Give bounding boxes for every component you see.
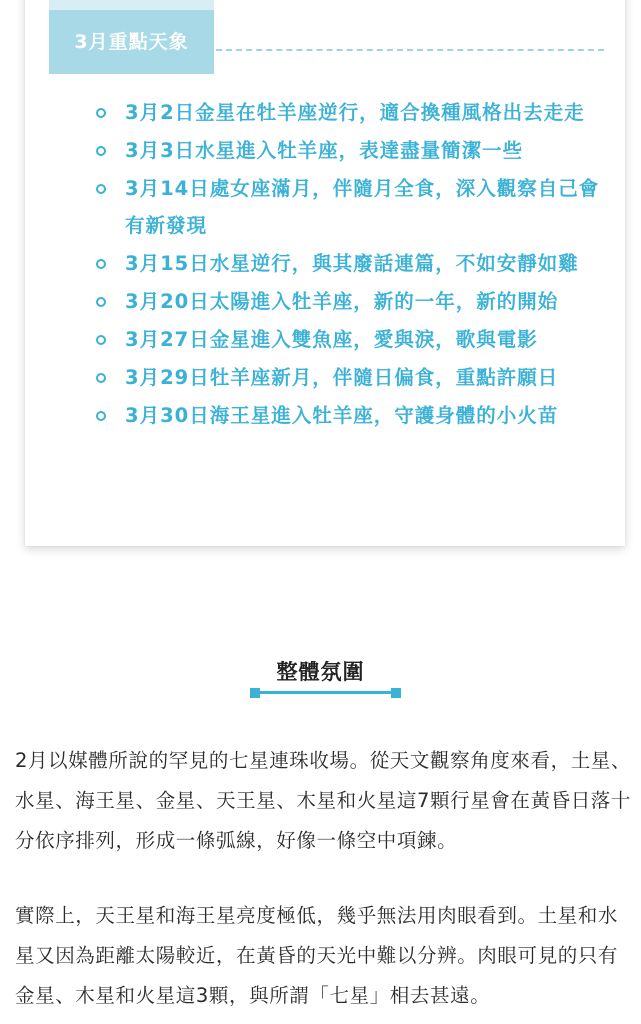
circle-bullet-icon — [96, 411, 106, 421]
list-item-text: 3月15日水星逆行，與其廢話連篇，不如安靜如雞 — [125, 252, 579, 275]
list-item-text: 3月20日太陽進入牡羊座，新的一年，新的開始 — [125, 290, 559, 313]
events-list — [93, 94, 613, 435]
list-item — [93, 94, 613, 131]
list-item-text: 3月29日牡羊座新月，伴隨日偏食，重點許願日 — [125, 366, 559, 389]
underline-cap-left — [250, 688, 260, 698]
circle-bullet-icon — [96, 184, 106, 194]
list-item-text: 3月3日水星進入牡羊座，表達盡量簡潔一些 — [125, 139, 524, 162]
title-underline — [250, 688, 401, 698]
circle-bullet-icon — [96, 108, 106, 118]
dashed-divider — [216, 49, 604, 51]
list-item — [93, 170, 613, 244]
body-paragraph: 實際上，天王星和海王星亮度極低，幾乎無法用肉眼看到。土星和水星又因為距離太陽較近，在黃昏的天光中難以分辨。肉眼可見的只有金星、木星和火星這3顆，與所謂「七星」相去甚遠。 — [15, 904, 619, 1007]
list-item — [93, 321, 613, 358]
circle-bullet-icon — [96, 373, 106, 383]
list-item — [93, 359, 613, 396]
body-paragraph: 2月以媒體所說的罕見的七星連珠收場。從天文觀察角度來看，土星、水星、海王星、金星、天王星、木星和火星這7顆行星會在黃昏日落十分依序排列，形成一條弧線，好像一條空中項鍊。 — [15, 749, 632, 852]
circle-bullet-icon — [96, 146, 106, 156]
circle-bullet-icon — [96, 297, 106, 307]
underline-cap-right — [391, 688, 401, 698]
list-item — [93, 245, 613, 282]
circle-bullet-icon — [96, 259, 106, 269]
circle-bullet-icon — [96, 335, 106, 345]
underline-bar — [255, 691, 396, 694]
list-item — [93, 397, 613, 434]
list-item — [93, 283, 613, 320]
list-item — [93, 132, 613, 169]
list-item-text: 3月2日金星在牡羊座逆行，適合換種風格出去走走 — [125, 101, 585, 124]
section-title: 整體氛圍 — [276, 660, 365, 684]
list-item-text: 3月30日海王星進入牡羊座，守護身體的小火苗 — [125, 404, 559, 427]
list-item-text: 3月14日處女座滿月，伴隨月全食，深入觀察自己會有新發現 — [125, 177, 600, 237]
highlights-tag: 3月重點天象 — [49, 10, 214, 74]
list-item-text: 3月27日金星進入雙魚座，愛與淚，歌與電影 — [125, 328, 538, 351]
